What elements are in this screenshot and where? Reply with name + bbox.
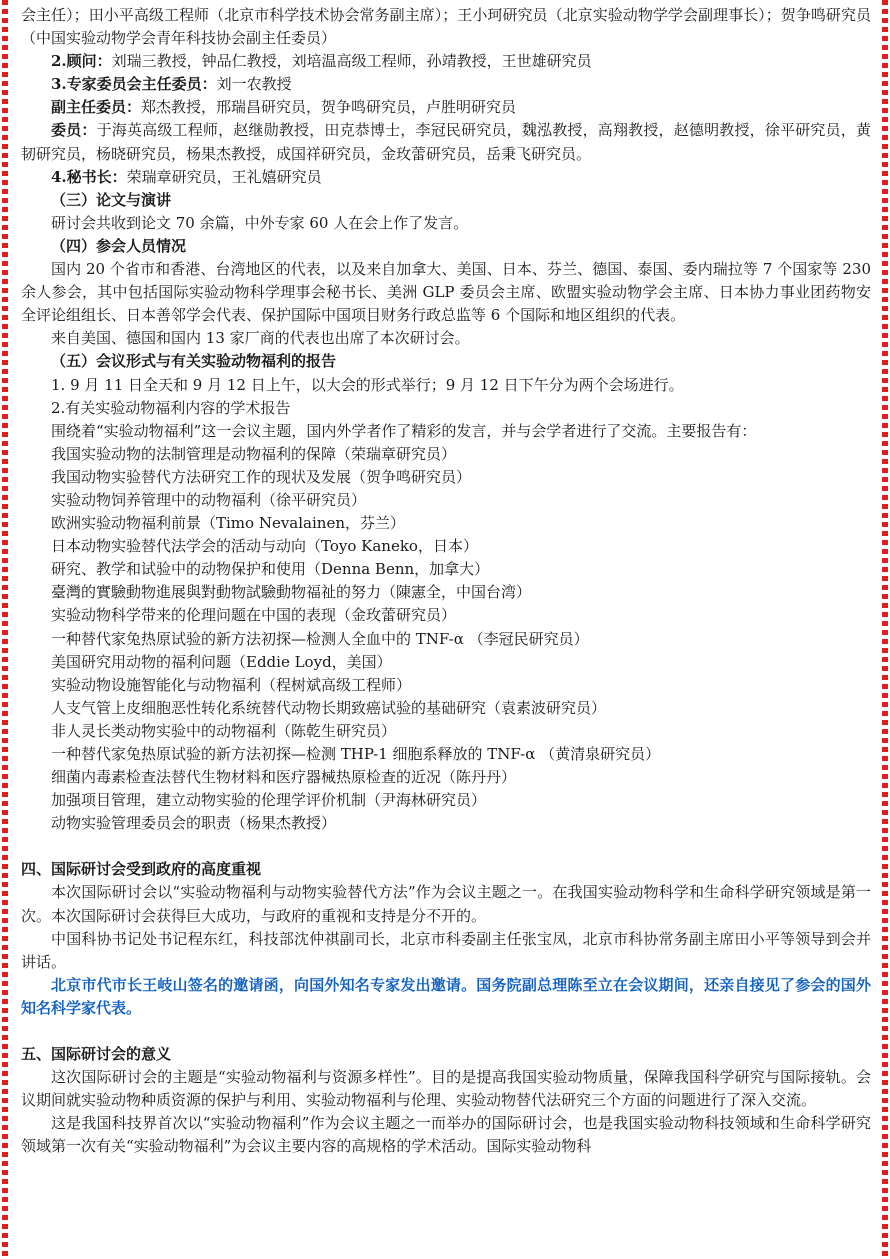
advisers-line — [21, 50, 871, 73]
section-4-paragraph-2: 中国科协书记处书记程东红，科技部沈仲祺副司长，北京市科委副主任张宝凤，北京市科协常务副主席田小平等领导到会并讲话。 — [21, 929, 871, 971]
report-item: 臺灣的實驗動物進展與對動物試驗動物福祉的努力（陳憲全，中国台湾） — [51, 583, 532, 602]
report-item: 实验动物科学带来的伦理问题在中国的表现（金玫蕾研究员） — [51, 606, 457, 625]
attendees-paragraph-2: 来自美国、德国和国内 13 家厂商的代表也出席了本次研讨会。 — [51, 329, 470, 348]
section-4-heading: 四、国际研讨会受到政府的高度重视 — [21, 860, 262, 879]
section-5-paragraph-2: 这是我国科技界首次以“实验动物福利”作为会议主题之一而举办的国际研讨会，也是我国实验动物科技领域和生命科学研究领域第一次有关“实验动物福利”为会议主要内容的高规格的学术活动。国际实验动物科 — [21, 1114, 871, 1156]
report-item: 我国实验动物的法制管理是动物福利的保障（荣瑞章研究员） — [51, 444, 457, 463]
format-heading: （五）会议形式与有关实验动物福利的报告 — [51, 352, 337, 371]
advisers-text: 刘瑞三教授，钟品仁教授，刘培温高级工程师，孙靖教授，王世雄研究员 — [111, 52, 592, 71]
members-label: 委员： — [51, 121, 97, 140]
chair-line — [21, 73, 871, 96]
document-page — [21, 4, 871, 1159]
report-item: 加强项目管理，建立动物实验的伦理学评价机制（尹海林研究员） — [51, 791, 487, 810]
section-4-paragraph-1: 本次国际研讨会以“实验动物福利与动物实验替代方法”作为会议主题之一。在我国实验动物科学和生命科学研究领域是第一次。本次国际研讨会获得巨大成功，与政府的重视和支持是分不开的。 — [21, 883, 871, 925]
report-item: 欧洲实验动物福利前景（Timo Nevalainen，芬兰） — [51, 514, 405, 533]
right-dashed-border — [882, 0, 888, 1259]
secretary-text: 荣瑞章研究员，王礼嬉研究员 — [126, 167, 322, 186]
chair-text: 刘一农教授 — [216, 75, 292, 94]
attendees-heading: （四）参会人员情况 — [51, 236, 187, 255]
advisers-label: 2.顾问： — [51, 52, 112, 71]
section-4-highlight-paragraph: 北京市代市长王岐山签名的邀请函，向国外知名专家发出邀请。国务院副总理陈至立在会议期间，还亲自接见了参会的国外知名科学家代表。 — [21, 975, 871, 1017]
report-item: 美国研究用动物的福利问题（Eddie Loyd，美国） — [51, 652, 392, 671]
members-text: 于海英高级工程师，赵继勋教授，田克恭博士，李冠民研究员，魏泓教授，高翔教授，赵德明教授，徐平研究员，黄韧研究员，杨晓研究员，杨果杰教授，成国祥研究员，金玫蕾研究员，岳秉飞研究员。 — [21, 121, 871, 163]
report-item: 细菌内毒素检查法替代生物材料和医疗器械热原检查的近况（陈丹丹） — [51, 768, 517, 787]
committee-continuation: 会主任）；田小平高级工程师（北京市科学技术协会常务副主席）；王小珂研究员（北京实验动物学学会副理事长）；贺争鸣研究员（中国实验动物学会青年科技协会副主任委员） — [21, 6, 871, 48]
secretary-label: 4.秘书长： — [51, 167, 127, 186]
vice-chair-label: 副主任委员： — [51, 98, 142, 117]
report-item: 日本动物实验替代法学会的活动与动向（Toyo Kaneko，日本） — [51, 537, 478, 556]
chair-label: 3.专家委员会主任委员： — [51, 75, 217, 94]
report-item: 实验动物设施智能化与动物福利（程树斌高级工程师） — [51, 675, 412, 694]
vice-chair-text: 郑杰教授，邢瑞昌研究员，贺争鸣研究员，卢胜明研究员 — [141, 98, 517, 117]
format-item-1: 1. 9 月 11 日全天和 9 月 12 日上午，以大会的形式举行；9 月 12 日下午分为两个会场进行。 — [51, 375, 684, 394]
secretary-line — [21, 166, 871, 189]
report-item: 一种替代家兔热原试验的新方法初探—检测人全血中的 TNF-α （李冠民研究员） — [51, 629, 589, 648]
format-item-2: 2.有关实验动物福利内容的学术报告 — [51, 398, 291, 417]
report-item: 我国动物实验替代方法研究工作的现状及发展（贺争鸣研究员） — [51, 467, 472, 486]
report-item: 实验动物饲养管理中的动物福利（徐平研究员） — [51, 490, 367, 509]
section-5-paragraph-1: 这次国际研讨会的主题是“实验动物福利与资源多样性”。目的是提高我国实验动物质量，保障我国科学研究与国际接轨。会议期间就实验动物种质资源的保护与利用、实验动物福利与伦理、实验动物替代法研究三个方面的问题进行了深入交流。 — [21, 1068, 871, 1110]
papers-heading: （三）论文与演讲 — [51, 190, 172, 209]
vice-chair-line — [21, 96, 871, 119]
attendees-paragraph-1: 国内 20 个省市和香港、台湾地区的代表，以及来自加拿大、美国、日本、芬兰、德国、泰国、委内瑞拉等 7 个国家等 230 余人参会，其中包括国际实验动物科学理事会秘书长、美洲 GLP 委员会主席、欧盟实验动物学会主席、日本协力事业团药物安全评论组组长、日本善邻学会代表、保护国际中国项目财务行政总监等 6 个国际和地区组织的代表。 — [21, 260, 871, 325]
left-dashed-border — [2, 0, 8, 1259]
report-item: 非人灵长类动物实验中的动物福利（陈乾生研究员） — [51, 721, 397, 740]
report-list — [21, 443, 871, 836]
section-5-heading: 五、国际研讨会的意义 — [21, 1045, 172, 1064]
papers-text: 研讨会共收到论文 70 余篇，中外专家 60 人在会上作了发言。 — [51, 213, 469, 232]
report-item: 人支气管上皮细胞恶性转化系统替代动物长期致癌试验的基础研究（袁素波研究员） — [51, 698, 607, 717]
members-paragraph — [21, 119, 871, 165]
report-item: 动物实验管理委员会的职责（杨果杰教授） — [51, 814, 337, 833]
report-item: 研究、教学和试验中的动物保护和使用（Denna Benn，加拿大） — [51, 560, 490, 579]
report-item: 一种替代家兔热原试验的新方法初探—检测 THP-1 细胞系释放的 TNF-α （黄清泉研究员） — [51, 745, 661, 763]
reports-intro: 围绕着“实验动物福利”这一会议主题，国内外学者作了精彩的发言，并与会学者进行了交流。主要报告有： — [51, 421, 757, 440]
